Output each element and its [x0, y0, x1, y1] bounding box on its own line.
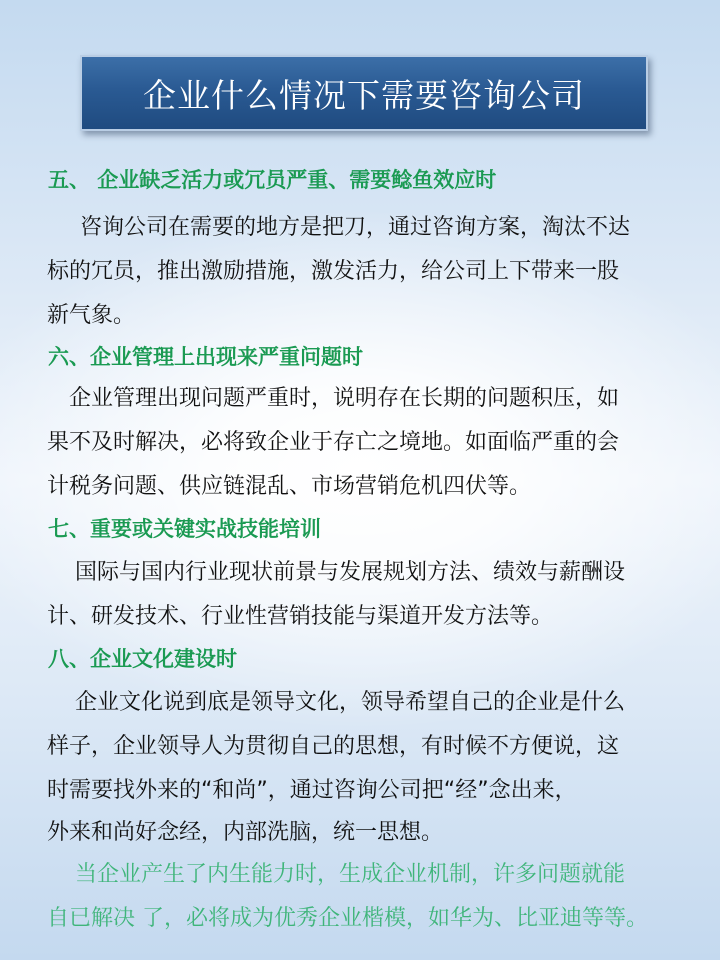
conclusion-line: 当企业产生了内生能力时，生成企业机制，许多问题就能	[75, 862, 626, 887]
paragraph-line: 计税务问题、供应链混乱、市场营销危机四伏等。	[47, 474, 532, 499]
paragraph-line: 咨询公司在需要的地方是把刀，通过咨询方案，淘汰不达	[80, 215, 631, 240]
section-heading-7: 七、重要或关键实战技能培训	[48, 517, 321, 541]
paragraph-line: 国际与国内行业现状前景与发展规划方法、绩效与薪酬设	[75, 560, 626, 585]
paragraph-line: 企业文化说到底是领导文化，领导希望自己的企业是什么	[75, 690, 626, 715]
title-banner	[80, 55, 648, 131]
page-title: 企业什么情况下需要咨询公司	[143, 75, 585, 115]
paragraph-line: 新气象。	[47, 303, 136, 328]
conclusion-line: 自已解决 了，必将成为优秀企业楷模，如华为、比亚迪等等。	[47, 906, 648, 931]
paragraph-line: 样子，企业领导人为贯彻自己的思想，有时候不方便说，这	[47, 734, 620, 759]
paragraph-line: 外来和尚好念经，内部洗脑，统一思想。	[47, 820, 444, 845]
section-heading-8: 八、企业文化建设时	[48, 647, 237, 671]
paragraph-line: 企业管理出现问题严重时，说明存在长期的问题积压，如	[69, 386, 620, 411]
paragraph-line: 果不及时解决，必将致企业于存亡之境地。如面临严重的会	[47, 430, 620, 455]
paragraph-line: 时需要找外来的“和尚”，通过咨询公司把“经”念出来，	[47, 778, 577, 803]
section-heading-5: 五、 企业缺乏活力或冗员严重、需要鲶鱼效应时	[48, 168, 497, 192]
section-heading-6: 六、企业管理上出现来严重问题时	[48, 345, 363, 369]
paragraph-line: 标的冗员，推出激励措施，激发活力，给公司上下带来一股	[47, 259, 620, 284]
paragraph-line: 计、研发技术、行业性营销技能与渠道开发方法等。	[47, 604, 554, 629]
